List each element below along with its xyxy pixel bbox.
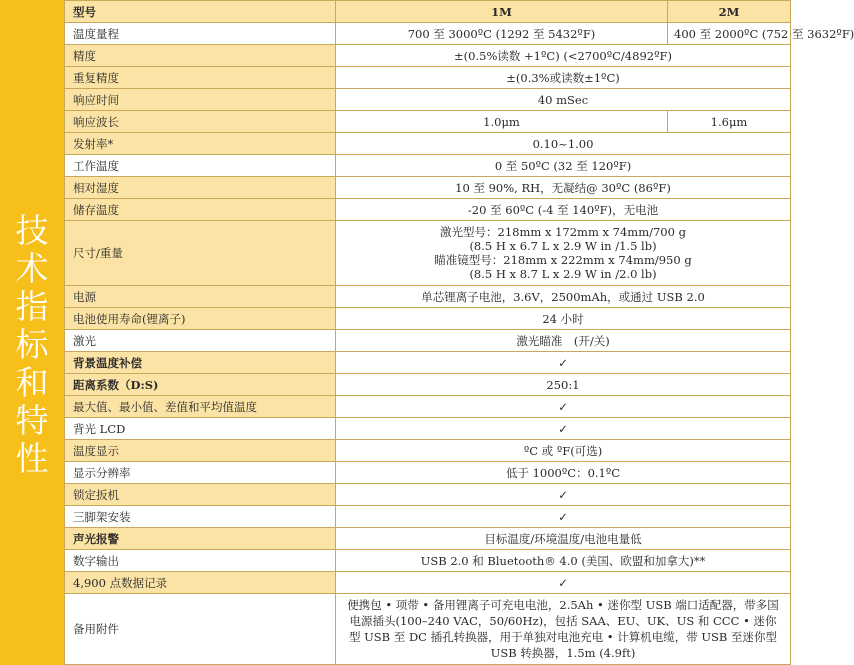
size-line: (8.5 H x 8.7 L x 2.9 W in /2.0 lb) bbox=[469, 267, 657, 281]
row-value: 400 至 2000ºC (752 至 3632ºF) bbox=[668, 23, 791, 45]
row-value-multiline: 便携包 • 项带 • 备用锂离子可充电电池，2.5Ah • 迷你型 USB 端口适配器，带多国电源插头(100–240 VAC，50/60Hz)，包括 SAA、EU、UK、US 和 CCC • 迷你型 USB 至 DC 插孔转换器，用于单独对电池充电 • 计算机电缆，带 USB 至迷你型 USB 转换器，1.5m (4.9ft) bbox=[336, 594, 791, 665]
row-value: 0 至 50ºC (32 至 120ºF) bbox=[336, 155, 791, 177]
table-row bbox=[65, 462, 791, 484]
table-row bbox=[65, 506, 791, 528]
row-label: 距离系数（D:S) bbox=[65, 374, 336, 396]
row-label: 相对湿度 bbox=[65, 177, 336, 199]
table-row bbox=[65, 528, 791, 550]
row-label: 尺寸/重量 bbox=[65, 221, 336, 286]
table-row bbox=[65, 594, 791, 665]
table-row bbox=[65, 199, 791, 221]
row-value: USB 2.0 和 Bluetooth® 4.0 (美国、欧盟和加拿大)** bbox=[336, 550, 791, 572]
table-row bbox=[65, 550, 791, 572]
table-row bbox=[65, 155, 791, 177]
check-mark-icon: ✓ bbox=[336, 484, 791, 506]
row-value: 250:1 bbox=[336, 374, 791, 396]
row-value: 1.6μm bbox=[668, 111, 791, 133]
row-value: 激光瞄准 (开/关) bbox=[336, 330, 791, 352]
size-line: (8.5 H x 6.7 L x 2.9 W in /1.5 lb) bbox=[469, 239, 657, 253]
header-model-2m: 2M bbox=[668, 1, 791, 23]
table-row bbox=[65, 23, 791, 45]
table-row bbox=[65, 330, 791, 352]
row-value: ±(0.3%或读数±1ºC) bbox=[336, 67, 791, 89]
row-value: 0.10~1.00 bbox=[336, 133, 791, 155]
row-label: 最大值、最小值、差值和平均值温度 bbox=[65, 396, 336, 418]
row-label: 温度显示 bbox=[65, 440, 336, 462]
row-value: 10 至 90%, RH，无凝结@ 30ºC (86ºF) bbox=[336, 177, 791, 199]
row-label: 声光报警 bbox=[65, 528, 336, 550]
row-label: 激光 bbox=[65, 330, 336, 352]
row-label: 重复精度 bbox=[65, 67, 336, 89]
row-label: 备用附件 bbox=[65, 594, 336, 665]
table-row bbox=[65, 352, 791, 374]
row-label: 发射率* bbox=[65, 133, 336, 155]
size-line: 激光型号：218mm x 172mm x 74mm/700 g bbox=[440, 225, 686, 239]
row-value: ºC 或 ºF(可选) bbox=[336, 440, 791, 462]
row-label: 背光 LCD bbox=[65, 418, 336, 440]
table-row bbox=[65, 133, 791, 155]
table-row bbox=[65, 572, 791, 594]
row-label: 电池使用寿命(锂离子) bbox=[65, 308, 336, 330]
sidebar-title-char: 指 bbox=[15, 287, 49, 326]
sidebar-title-char: 和 bbox=[15, 363, 49, 402]
sidebar-title-char: 技 bbox=[15, 211, 49, 250]
row-label: 背景温度补偿 bbox=[65, 352, 336, 374]
row-value: 单芯锂离子电池，3.6V，2500mAh，或通过 USB 2.0 bbox=[336, 286, 791, 308]
check-mark-icon: ✓ bbox=[336, 506, 791, 528]
row-value: 40 mSec bbox=[336, 89, 791, 111]
row-label: 显示分辨率 bbox=[65, 462, 336, 484]
table-row bbox=[65, 484, 791, 506]
row-label: 数字输出 bbox=[65, 550, 336, 572]
sidebar-title-char: 性 bbox=[15, 439, 49, 478]
check-mark-icon: ✓ bbox=[336, 572, 791, 594]
row-label: 温度量程 bbox=[65, 23, 336, 45]
spec-table bbox=[64, 0, 854, 665]
table-header-row bbox=[65, 1, 791, 23]
sidebar-title-char: 特 bbox=[15, 401, 49, 440]
row-value-multiline bbox=[336, 221, 791, 286]
row-label: 储存温度 bbox=[65, 199, 336, 221]
check-mark-icon: ✓ bbox=[336, 352, 791, 374]
row-label: 响应波长 bbox=[65, 111, 336, 133]
table-row bbox=[65, 45, 791, 67]
sidebar-title-char: 标 bbox=[15, 325, 49, 364]
table-row bbox=[65, 396, 791, 418]
row-value: 低于 1000ºC：0.1ºC bbox=[336, 462, 791, 484]
sidebar-title-char: 术 bbox=[15, 249, 49, 288]
table-row bbox=[65, 374, 791, 396]
table-row bbox=[65, 440, 791, 462]
table-row bbox=[65, 308, 791, 330]
table-row bbox=[65, 67, 791, 89]
table-row bbox=[65, 286, 791, 308]
header-model-1m: 1M bbox=[336, 1, 668, 23]
sidebar-band bbox=[0, 0, 64, 665]
row-value: -20 至 60ºC (-4 至 140ºF)，无电池 bbox=[336, 199, 791, 221]
row-label: 4,900 点数据记录 bbox=[65, 572, 336, 594]
row-label: 三脚架安装 bbox=[65, 506, 336, 528]
check-mark-icon: ✓ bbox=[336, 418, 791, 440]
row-label: 电源 bbox=[65, 286, 336, 308]
size-line: 瞄准镜型号：218mm x 222mm x 74mm/950 g bbox=[434, 253, 692, 267]
row-value: 700 至 3000ºC (1292 至 5432ºF) bbox=[336, 23, 668, 45]
row-label: 锁定扳机 bbox=[65, 484, 336, 506]
row-value: ±(0.5%读数 +1ºC) (<2700ºC/4892ºF) bbox=[336, 45, 791, 67]
table-row bbox=[65, 418, 791, 440]
row-label: 精度 bbox=[65, 45, 336, 67]
check-mark-icon: ✓ bbox=[336, 396, 791, 418]
table-row bbox=[65, 221, 791, 286]
row-value: 1.0μm bbox=[336, 111, 668, 133]
table-row bbox=[65, 177, 791, 199]
row-label: 工作温度 bbox=[65, 155, 336, 177]
row-value: 目标温度/环境温度/电池电量低 bbox=[336, 528, 791, 550]
table-row bbox=[65, 89, 791, 111]
table-row bbox=[65, 111, 791, 133]
sidebar-title bbox=[0, 212, 64, 478]
row-value: 24 小时 bbox=[336, 308, 791, 330]
row-label: 响应时间 bbox=[65, 89, 336, 111]
header-label: 型号 bbox=[65, 1, 336, 23]
